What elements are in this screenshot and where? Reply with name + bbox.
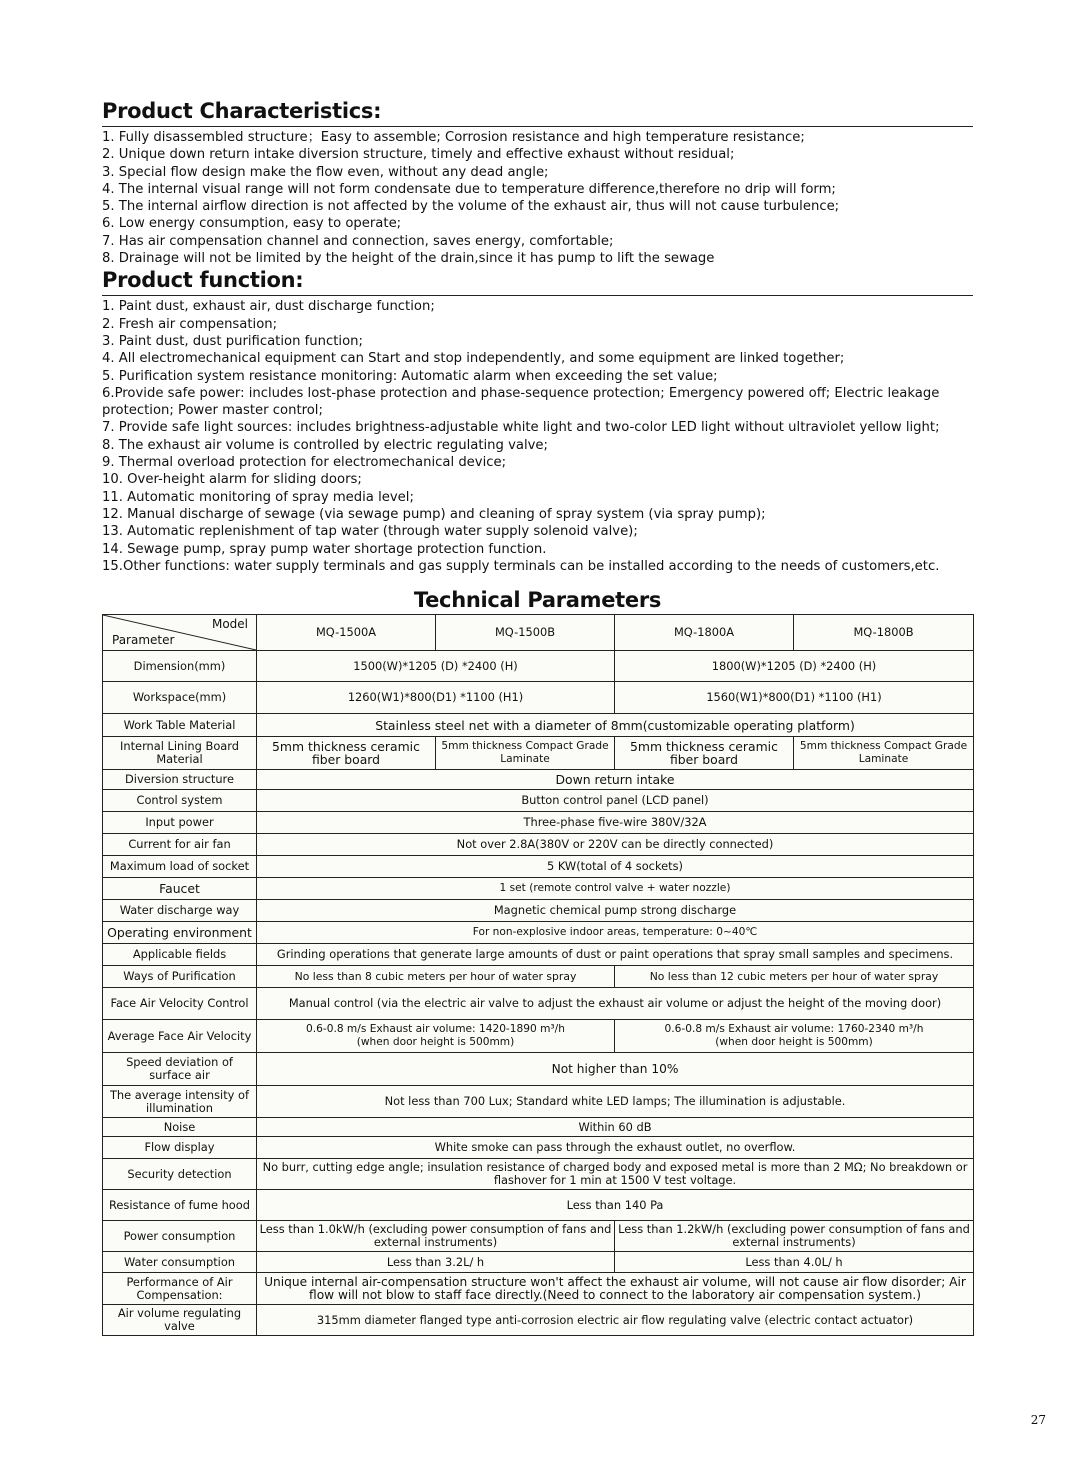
cell-value: Within 60 dB [257,1118,974,1137]
row-label: Resistance of fume hood [103,1190,257,1221]
list-item: 9. Thermal overload protection for electromechanical device; [102,455,507,471]
list-item: 2. Unique down return intake diversion structure, timely and effective exhaust without residual; [102,147,735,163]
cell-value: 1560(W1)*800(D1) *1100 (H1) [615,682,974,714]
list-item: 7. Has air compensation channel and connection, saves energy, comfortable; [102,233,614,249]
list-item: 8. The exhaust air volume is controlled by electric regulating valve; [102,437,548,453]
table-row [103,651,974,682]
table-header-row [103,615,974,651]
table-row [103,714,974,737]
cell-value: No less than 12 cubic meters per hour of water spray [615,966,974,988]
table-row [103,790,974,812]
table-row [103,944,974,966]
page-number: 27 [1030,1413,1046,1427]
table-row [103,1305,974,1336]
row-label: Average Face Air Velocity [103,1020,257,1053]
table-row [103,1137,974,1159]
model-parameter-header [103,615,257,651]
list-item: 10. Over-height alarm for sliding doors; [102,472,362,488]
cell-value: Button control panel (LCD panel) [257,790,974,812]
cell-value: No less than 8 cubic meters per hour of water spray [257,966,615,988]
table-row [103,737,974,770]
cell-value: Unique internal air-compensation structure won't affect the exhaust air volume, will not cause air flow disorder; Air flow will not blow to staff face directly.(Need to connect to the laboratory air compensation system.) [257,1273,974,1305]
cell-value: 1260(W1)*800(D1) *1100 (H1) [257,682,615,714]
list-item: 3. Paint dust, dust purification function; [102,333,363,349]
characteristics-list [102,129,973,267]
row-label: Workspace(mm) [103,682,257,714]
cell-value: Not less than 700 Lux; Standard white LED lamps; The illumination is adjustable. [257,1086,974,1118]
tech-params-table [102,614,974,1336]
velocity-note: (when door height is 500mm) [356,1036,515,1049]
row-label: Maximum load of socket [103,856,257,878]
cell-value: 1 set (remote control valve + water nozzle) [257,878,974,900]
cell-value: Down return intake [257,770,974,790]
table-row [103,1221,974,1252]
cell-value: Manual control (via the electric air valve to adjust the exhaust air volume or adjust the height of the moving door) [257,988,974,1020]
list-item: 15.Other functions: water supply terminals and gas supply terminals can be installed according to the needs of customers,etc. [102,558,940,574]
cell-value: Magnetic chemical pump strong discharge [257,900,974,922]
list-item: 4. The internal visual range will not form condensate due to temperature difference,therefore no drip will form; [102,181,836,197]
table-row [103,1252,974,1273]
cell-value: 5mm thickness ceramic fiber board [615,737,794,770]
cell-value: 5 KW(total of 4 sockets) [257,856,974,878]
cell-value: 5mm thickness Compact Grade Laminate [436,737,615,770]
row-label: Applicable fields [103,944,257,966]
table-row [103,922,974,944]
cell-value [257,1020,615,1053]
row-label: Noise [103,1118,257,1137]
cell-value: Less than 1.0kW/h (excluding power consumption of fans and external instruments) [257,1221,615,1252]
page-content [102,98,973,1336]
row-label: Diversion structure [103,770,257,790]
row-label: Flow display [103,1137,257,1159]
table-row [103,1118,974,1137]
list-item: 6. Low energy consumption, easy to operate; [102,216,402,232]
cell-value: 1800(W)*1205 (D) *2400 (H) [615,651,974,682]
table-row [103,1273,974,1305]
cell-value: Not higher than 10% [257,1053,974,1086]
row-label: Control system [103,790,257,812]
velocity-note: (when door height is 500mm) [715,1036,873,1049]
row-label: Water discharge way [103,900,257,922]
cell-value: Less than 4.0L/ h [615,1252,974,1273]
list-item: 5. Purification system resistance monitoring: Automatic alarm when exceeding the set value; [102,368,718,384]
table-row [103,770,974,790]
cell-value: Less than 140 Pa [257,1190,974,1221]
table-row [103,900,974,922]
list-item: 4. All electromechanical equipment can Start and stop independently, and some equipment are linked together; [102,351,845,367]
cell-value: Not over 2.8A(380V or 220V can be directly connected) [257,834,974,856]
cell-value: Less than 1.2kW/h (excluding power consumption of fans and external instruments) [615,1221,974,1252]
table-row [103,1159,974,1190]
model-header: MQ-1800B [794,615,974,651]
functions-title: Product function: [102,267,973,296]
table-row [103,988,974,1020]
cell-value: 315mm diameter flanged type anti-corrosion electric air flow regulating valve (electric contact actuator) [257,1305,974,1336]
cell-value: 5mm thickness Compact Grade Laminate [794,737,974,770]
row-label: Faucet [103,878,257,900]
table-row [103,1020,974,1053]
cell-value: 5mm thickness ceramic fiber board [257,737,436,770]
model-header: MQ-1500A [257,615,436,651]
table-row [103,812,974,834]
model-header: MQ-1500B [436,615,615,651]
table-row [103,1190,974,1221]
table-row [103,966,974,988]
velocity-value: 0.6-0.8 m/s Exhaust air volume: 1760-2340 m³/h [664,1023,924,1036]
row-label: Operating environment [103,922,257,944]
cell-value: 1500(W)*1205 (D) *2400 (H) [257,651,615,682]
row-label: Internal Lining Board Material [103,737,257,770]
cell-value [615,1020,974,1053]
list-item: 1. Fully disassembled structure；Easy to assemble; Corrosion resistance and high temperature resistance; [102,130,805,145]
table-row [103,856,974,878]
list-item: 6.Provide safe power: includes lost-phase protection and phase-sequence protection; Emergency powered off; Electric leakage protection; Power master control; [102,385,940,419]
row-label: Speed deviation of surface air [103,1053,257,1086]
list-item: 7. Provide safe light sources: includes brightness-adjustable white light and two-color LED light without ultraviolet yellow light; [102,420,940,436]
row-label: Water consumption [103,1252,257,1273]
cell-value: No burr, cutting edge angle; insulation resistance of charged body and exposed metal is more than 2 MΩ; No breakdown or flashover for 1 min at 1500 V test voltage. [257,1159,974,1190]
cell-value: Less than 3.2L/ h [257,1252,615,1273]
row-label: Ways of Purification [103,966,257,988]
list-item: 14. Sewage pump, spray pump water shortage protection function. [102,541,547,557]
cell-value: Three-phase five-wire 380V/32A [257,812,974,834]
list-item: 12. Manual discharge of sewage (via sewage pump) and cleaning of spray system (via spray pump); [102,506,766,522]
list-item: 8. Drainage will not be limited by the height of the drain,since it has pump to lift the sewage [102,251,715,267]
table-row [103,682,974,714]
table-row [103,878,974,900]
list-item: 5. The internal airflow direction is not affected by the volume of the exhaust air, thus will not cause turbulence; [102,199,840,215]
table-row [103,1053,974,1086]
row-label: Performance of Air Compensation: [103,1273,257,1305]
list-item: 2. Fresh air compensation; [102,316,278,332]
cell-value: White smoke can pass through the exhaust outlet, no overflow. [257,1137,974,1159]
cell-value: Grinding operations that generate large amounts of dust or paint operations that spray small samples and specimens. [257,944,974,966]
parameter-label: Parameter [112,633,175,648]
model-header: MQ-1800A [615,615,794,651]
row-label: Air volume regulating valve [103,1305,257,1336]
row-label: Face Air Velocity Control [103,988,257,1020]
characteristics-title: Product Characteristics: [102,98,973,127]
row-label: Power consumption [103,1221,257,1252]
row-label: Current for air fan [103,834,257,856]
list-item: 3. Special flow design make the flow even, without any dead angle; [102,164,549,180]
list-item: 1. Paint dust, exhaust air, dust discharge function; [102,299,435,315]
row-label: Work Table Material [103,714,257,737]
cell-value: For non-explosive indoor areas, temperature: 0~40℃ [257,922,974,944]
row-label: The average intensity of illumination [103,1086,257,1118]
velocity-value: 0.6-0.8 m/s Exhaust air volume: 1420-1890 m³/h [306,1023,565,1036]
row-label: Dimension(mm) [103,651,257,682]
model-label: Model [211,617,248,632]
row-label: Security detection [103,1159,257,1190]
list-item: 13. Automatic replenishment of tap water (through water supply solenoid valve); [102,524,638,540]
cell-value: Stainless steel net with a diameter of 8mm(customizable operating platform) [257,714,974,737]
functions-list [102,298,973,575]
tech-params-title: Technical Parameters [413,588,662,613]
table-row [103,1086,974,1118]
table-row [103,834,974,856]
list-item: 11. Automatic monitoring of spray media level; [102,489,414,505]
row-label: Input power [103,812,257,834]
